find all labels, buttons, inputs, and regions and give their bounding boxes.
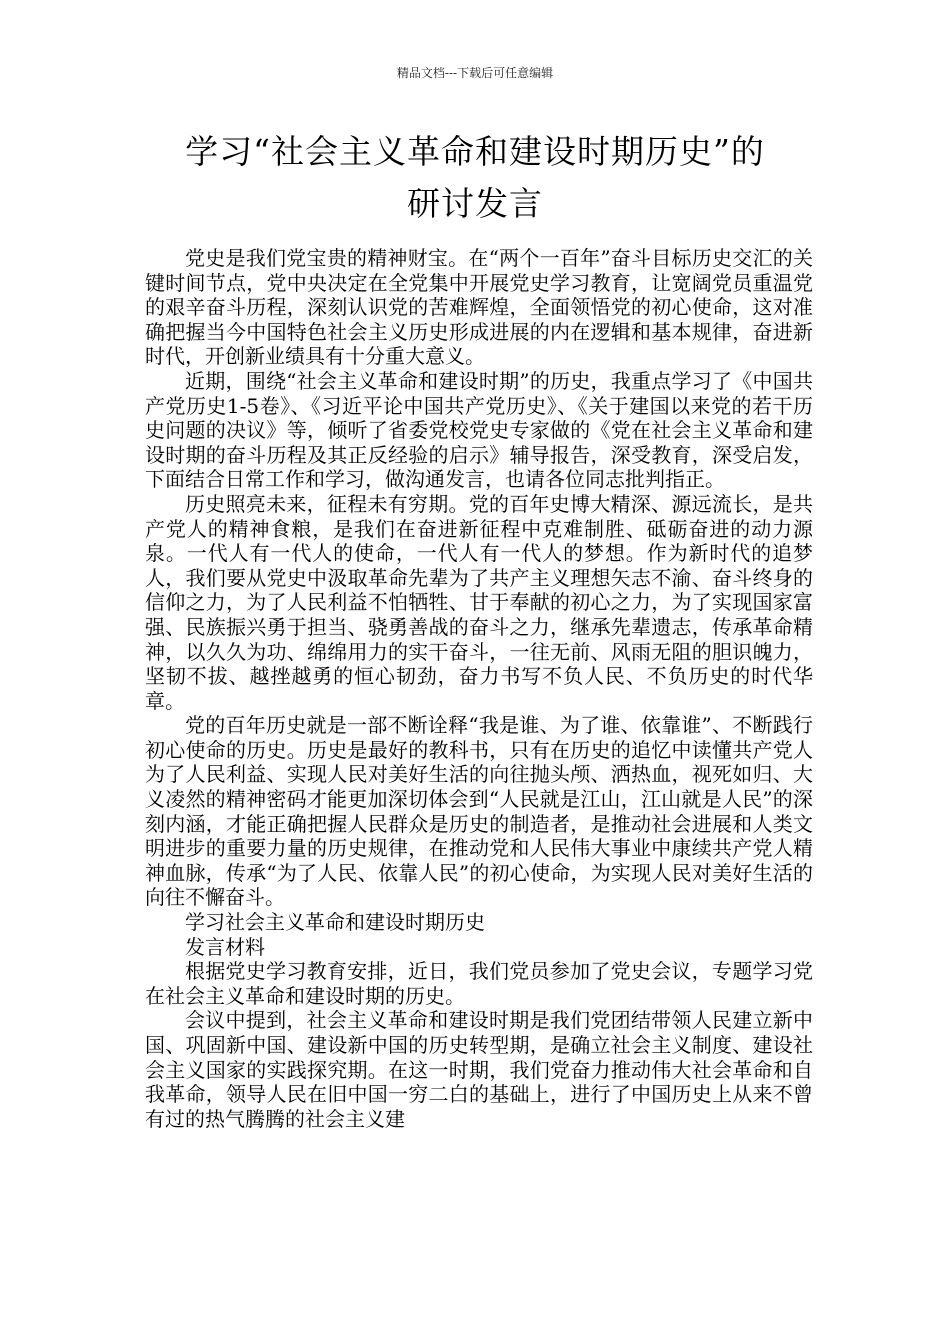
title-line-1: 学习“社会主义革命和建设时期历史”的 bbox=[185, 132, 765, 171]
paragraph-5: 根据党史学习教育安排，近日，我们党员参加了党史会议，专题学习党在社会主义革命和建设时期的历史。 bbox=[145, 959, 813, 1008]
section-subheading: 发言材料 bbox=[185, 934, 265, 959]
paragraph-1: 党史是我们党宝贵的精神财宝。在“两个一百年”奋斗目标历史交汇的关键时间节点，党中央决定在全党集中开展党史学习教育，让宽阔党员重温党的艰辛奋斗历程，深刻认识党的苦难辉煌，全面领悟党的初心使命，这对准确把握当今中国特色社会主义历史形成进展的内在逻辑和基本规律，奋进新时代，开创新业绩具有十分重大意义。 bbox=[145, 246, 813, 369]
document-title bbox=[100, 126, 850, 230]
paragraph-4: 党的百年历史就是一部不断诠释“我是谁、为了谁、依靠谁”、不断践行初心使命的历史。历史是最好的教科书，只有在历史的追忆中读懂共产党人为了人民利益、实现人民对美好生活的向往抛头颅、洒热血，视死如归、大义凌然的精神密码才能更加深切体会到“人民就是江山，江山就是人民”的深刻内涵，才能正确把握人民群众是历史的制造者，是推动社会进展和人类文明进步的重要力量的历史规律，在推动党和人民伟大事业中康续共产党人精神血脉，传承“为了人民、依靠人民”的初心使命，为实现人民对美好生活的向往不懈奋斗。 bbox=[145, 713, 813, 910]
paragraph-2: 近期，围绕“社会主义革命和建设时期”的历史，我重点学习了《中国共产党历史1-5卷》、《习近平论中国共产党历史》、《关于建国以来党的若干历史问题的决议》等，倾听了省委党校党史专家做的《党在社会主义革命和建设时期的奋斗历程及其正反经验的启示》辅导报告，深受教育，深受启发，下面结合日常工作和学习，做沟通发言，也请各位同志批判指正。 bbox=[145, 368, 813, 492]
title-line-2: 研讨发言 bbox=[407, 184, 543, 223]
paragraph-3: 历史照亮未来，征程未有穷期。党的百年史博大精深、源远流长，是共产党人的精神食粮，是我们在奋进新征程中克难制胜、砥砺奋进的动力源泉。一代人有一代人的使命，一代人有一代人的梦想。作为新时代的追梦人，我们要从党史中汲取革命先辈为了共产主义理想矢志不渝、奋斗终身的信仰之力，为了人民利益不怕牺牲、甘于奉献的初心之力，为了实现国家富强、民族振兴勇于担当、骁勇善战的奋斗之力，继承先辈遗志，传承革命精神，以久久为功、绵绵用力的实干奋斗，一往无前、风雨无阻的胆识魄力，坚韧不拔、越挫越勇的恒心韧劲，奋力书写不负人民、不负历史的时代华章。 bbox=[145, 491, 813, 713]
header-note: 精品文档---下载后可任意编辑 bbox=[396, 66, 554, 80]
section-heading: 学习社会主义革命和建设时期历史 bbox=[185, 910, 485, 935]
document-body bbox=[145, 246, 813, 1131]
paragraph-6: 会议中提到，社会主义革命和建设时期是我们党团结带领人民建立新中国、巩固新中国、建设新中国的历史转型期，是确立社会主义制度、建设社会主义国家的实践探究期。在这一时期，我们党奋力推动伟大社会革命和自我革命，领导人民在旧中国一穷二白的基础上，进行了中国历史上从来不曾有过的热气腾腾的社会主义建 bbox=[145, 1008, 813, 1131]
